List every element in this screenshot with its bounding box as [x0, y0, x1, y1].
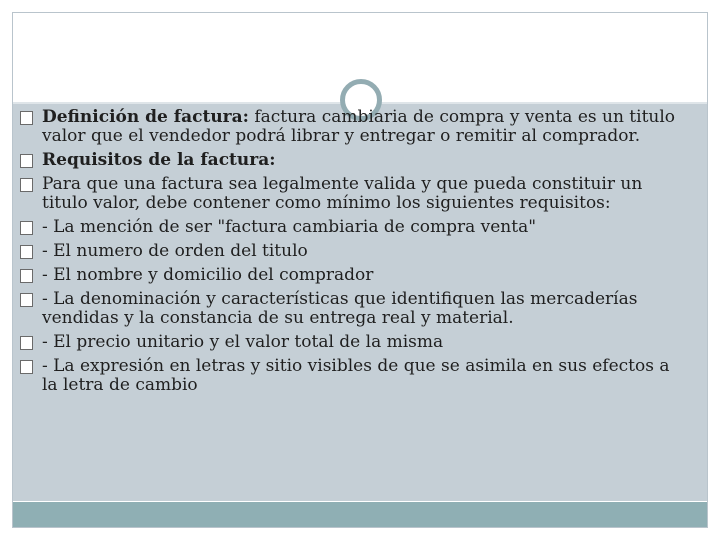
square-bullet-icon [20, 336, 33, 350]
bullet-item-expresion [20, 357, 688, 395]
bullet-text: - La expresión en letras y sitio visibles de que se asimila en sus efectos a la letra de cambio [42, 356, 670, 395]
square-bullet-icon [20, 221, 33, 235]
bullet-item-nombre [20, 266, 688, 285]
bullet-text: Para que una factura sea legalmente valida y que pueda constituir un titulo valor, debe contener como mínimo los siguientes requisitos: [42, 174, 643, 213]
bullet-item-requisitos [20, 151, 688, 170]
bullet-text: - El precio unitario y el valor total de la misma [42, 332, 444, 352]
bullet-item-definicion [20, 108, 688, 146]
footer-band [13, 502, 707, 527]
square-bullet-icon [20, 178, 33, 192]
bullet-list [20, 108, 688, 400]
bullet-item-precio [20, 333, 688, 352]
square-bullet-icon [20, 269, 33, 283]
bullet-text: factura cambiaria de compra y venta es un titulo valor que el vendedor podrá librar y entregar o remitir al comprador. [42, 107, 676, 146]
bullet-item-denominacion [20, 290, 688, 328]
bullet-item-intro [20, 175, 688, 213]
bullet-bold-text: Requisitos de la factura: [42, 150, 276, 170]
bullet-text: - El nombre y domicilio del comprador [42, 265, 374, 285]
square-bullet-icon [20, 293, 33, 307]
square-bullet-icon [20, 360, 33, 374]
bullet-text: - El numero de orden del titulo [42, 241, 308, 261]
bullet-text: - La denominación y características que identifiquen las mercaderías vendidas y la constancia de su entrega real y material. [42, 289, 638, 328]
bullet-bold-text: Definición de factura: [42, 107, 249, 127]
bullet-item-numero [20, 242, 688, 261]
square-bullet-icon [20, 154, 33, 168]
bullet-item-mencion [20, 218, 688, 237]
square-bullet-icon [20, 245, 33, 259]
square-bullet-icon [20, 111, 33, 125]
bullet-text: - La mención de ser "factura cambiaria de compra venta" [42, 217, 537, 237]
